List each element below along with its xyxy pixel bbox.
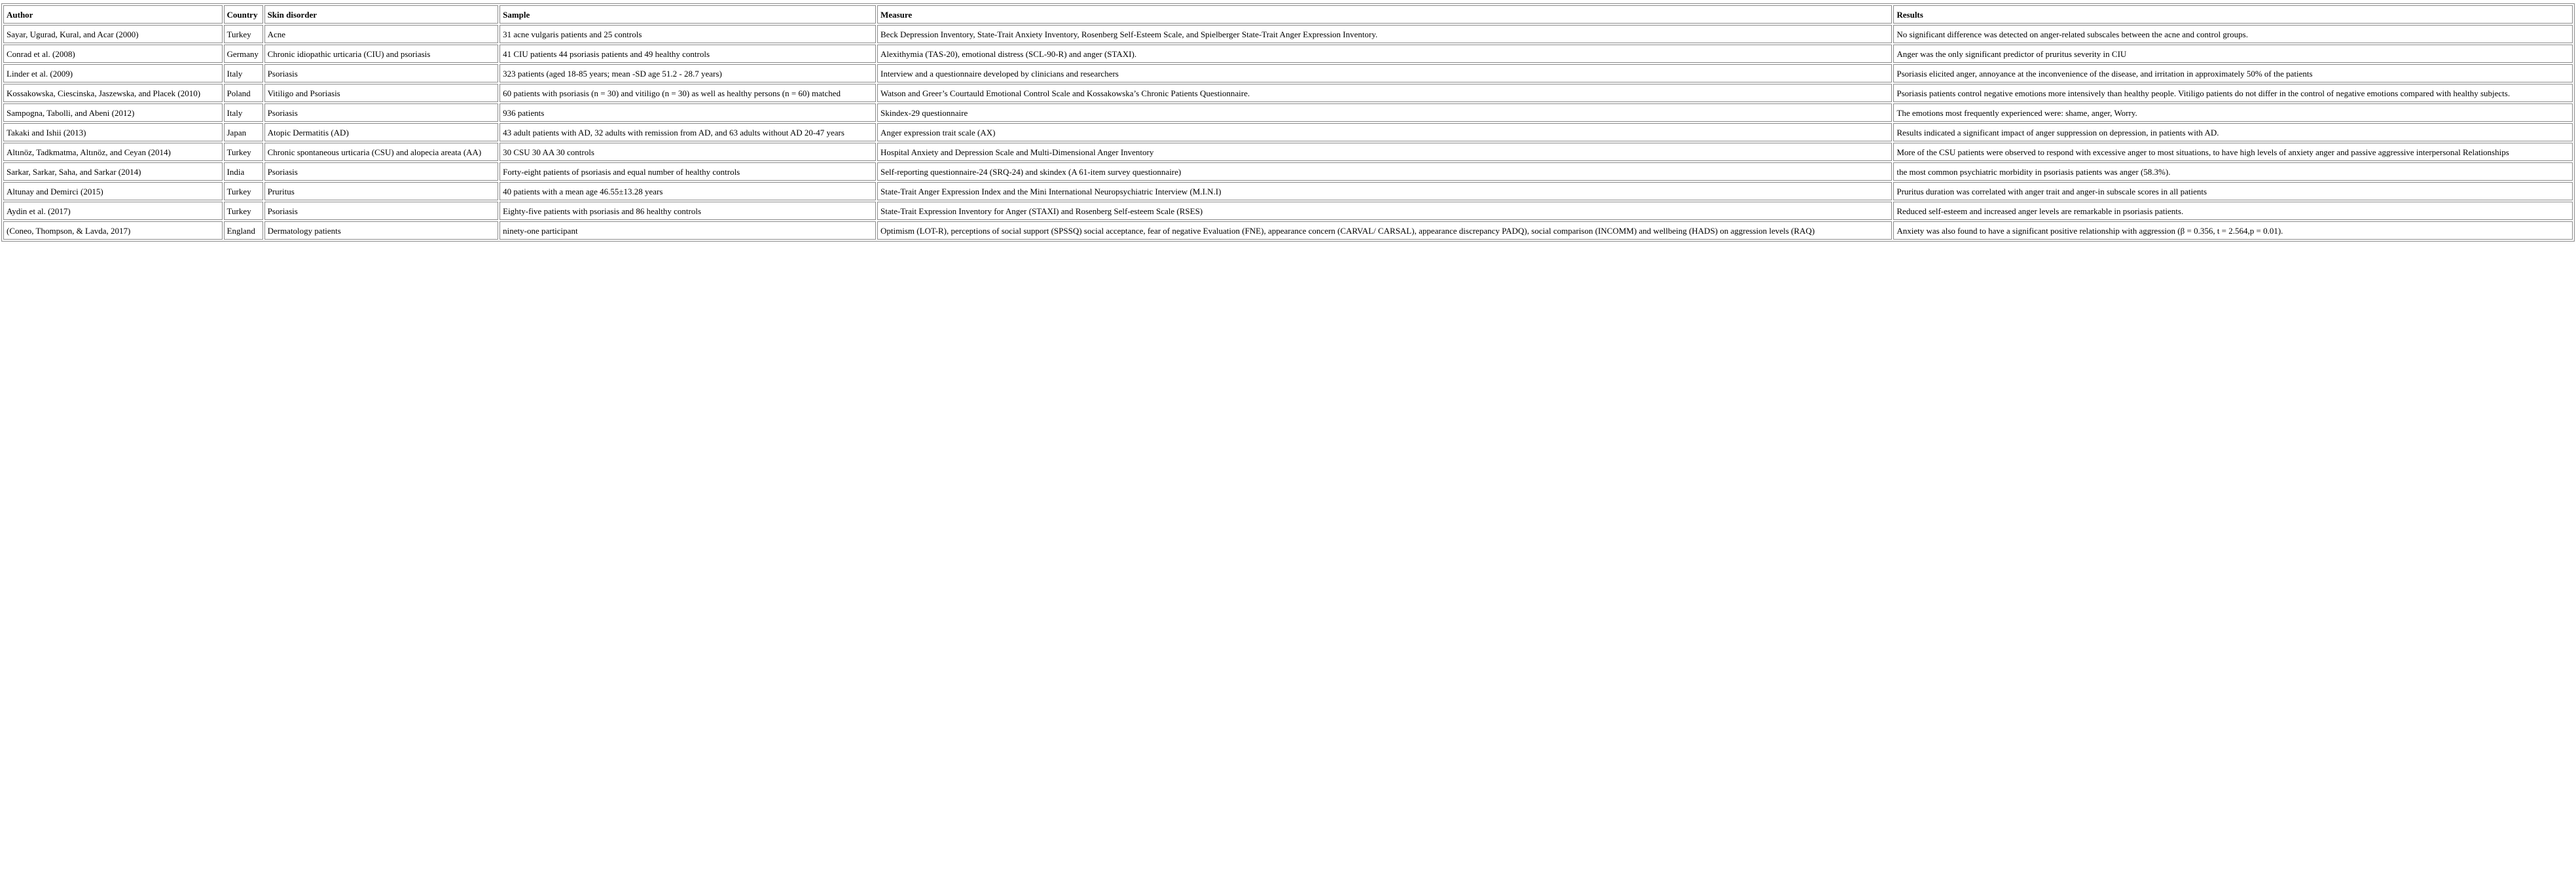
- cell-results: Results indicated a significant impact of anger suppression on depression, in patients with AD.: [1893, 123, 2573, 141]
- cell-skin-disorder: Acne: [264, 25, 499, 43]
- cell-skin-disorder: Atopic Dermatitis (AD): [264, 123, 499, 141]
- cell-author: (Coneo, Thompson, & Lavda, 2017): [3, 221, 223, 240]
- cell-sample: Eighty-five patients with psoriasis and 86 healthy controls: [499, 202, 876, 220]
- data-table: [1, 3, 2575, 242]
- cell-country: Germany: [224, 45, 263, 63]
- cell-country: Italy: [224, 103, 263, 122]
- table-row: [3, 45, 2573, 63]
- cell-country: Turkey: [224, 202, 263, 220]
- cell-skin-disorder: Dermatology patients: [264, 221, 499, 240]
- cell-country: England: [224, 221, 263, 240]
- cell-author: Conrad et al. (2008): [3, 45, 223, 63]
- cell-measure: Alexithymia (TAS-20), emotional distress (SCL-90-R) and anger (STAXI).: [877, 45, 1892, 63]
- cell-author: Takaki and Ishii (2013): [3, 123, 223, 141]
- cell-sample: 31 acne vulgaris patients and 25 controls: [499, 25, 876, 43]
- cell-sample: 936 patients: [499, 103, 876, 122]
- cell-author: Kossakowska, Ciescinska, Jaszewska, and Placek (2010): [3, 84, 223, 102]
- cell-measure: Skindex-29 questionnaire: [877, 103, 1892, 122]
- cell-measure: Optimism (LOT-R), perceptions of social support (SPSSQ) social acceptance, fear of negative Evaluation (FNE), appearance concern (CARVAL/ CARSAL), appearance discrepancy PADQ), social comparison (INCOMM) and wellbeing (HADS) on aggression levels (RAQ): [877, 221, 1892, 240]
- data-table-container: [1, 3, 2575, 242]
- cell-skin-disorder: Psoriasis: [264, 162, 499, 181]
- cell-author: Altınöz, Tadkmatma, Altınöz, and Ceyan (2014): [3, 143, 223, 161]
- table-row: [3, 84, 2573, 102]
- cell-measure: Hospital Anxiety and Depression Scale and Multi-Dimensional Anger Inventory: [877, 143, 1892, 161]
- cell-author: Aydin et al. (2017): [3, 202, 223, 220]
- cell-author: Sarkar, Sarkar, Saha, and Sarkar (2014): [3, 162, 223, 181]
- cell-measure: Watson and Greer’s Courtauld Emotional Control Scale and Kossakowska’s Chronic Patients Questionnaire.: [877, 84, 1892, 102]
- cell-skin-disorder: Psoriasis: [264, 202, 499, 220]
- table-row: [3, 143, 2573, 161]
- table-row: [3, 123, 2573, 141]
- cell-skin-disorder: Psoriasis: [264, 64, 499, 82]
- cell-results: Reduced self-esteem and increased anger levels are remarkable in psoriasis patients.: [1893, 202, 2573, 220]
- table-row: [3, 162, 2573, 181]
- cell-results: No significant difference was detected on anger-related subscales between the acne and control groups.: [1893, 25, 2573, 43]
- cell-sample: 30 CSU 30 AA 30 controls: [499, 143, 876, 161]
- cell-sample: 43 adult patients with AD, 32 adults with remission from AD, and 63 adults without AD 20-47 years: [499, 123, 876, 141]
- table-row: [3, 103, 2573, 122]
- cell-sample: 41 CIU patients 44 psoriasis patients and 49 healthy controls: [499, 45, 876, 63]
- cell-results: Pruritus duration was correlated with anger trait and anger-in subscale scores in all patients: [1893, 182, 2573, 200]
- cell-skin-disorder: Vitiligo and Psoriasis: [264, 84, 499, 102]
- cell-country: Poland: [224, 84, 263, 102]
- header-skin-disorder: Skin disorder: [264, 5, 499, 24]
- table-header-row: [3, 5, 2573, 24]
- cell-results: Psoriasis elicited anger, annoyance at the inconvenience of the disease, and irritation in approximately 50% of the patients: [1893, 64, 2573, 82]
- cell-country: India: [224, 162, 263, 181]
- table-row: [3, 182, 2573, 200]
- cell-country: Turkey: [224, 182, 263, 200]
- header-results: Results: [1893, 5, 2573, 24]
- cell-skin-disorder: Chronic spontaneous urticaria (CSU) and alopecia areata (AA): [264, 143, 499, 161]
- cell-sample: Forty-eight patients of psoriasis and equal number of healthy controls: [499, 162, 876, 181]
- cell-results: the most common psychiatric morbidity in psoriasis patients was anger (58.3%).: [1893, 162, 2573, 181]
- cell-author: Linder et al. (2009): [3, 64, 223, 82]
- cell-measure: Self-reporting questionnaire-24 (SRQ-24) and skindex (A 61-item survey questionnaire): [877, 162, 1892, 181]
- cell-skin-disorder: Psoriasis: [264, 103, 499, 122]
- cell-sample: 323 patients (aged 18-85 years; mean ‑SD age 51.2 ‑ 28.7 years): [499, 64, 876, 82]
- cell-measure: Beck Depression Inventory, State-Trait Anxiety Inventory, Rosenberg Self-Esteem Scale, and Spielberger State-Trait Anger Expression Inventory.: [877, 25, 1892, 43]
- table-row: [3, 221, 2573, 240]
- cell-country: Turkey: [224, 25, 263, 43]
- cell-measure: State-Trait Expression Inventory for Anger (STAXI) and Rosenberg Self-esteem Scale (RSES): [877, 202, 1892, 220]
- cell-author: Sayar, Ugurad, Kural, and Acar (2000): [3, 25, 223, 43]
- table-row: [3, 25, 2573, 43]
- cell-skin-disorder: Chronic idiopathic urticaria (CIU) and psoriasis: [264, 45, 499, 63]
- cell-sample: 40 patients with a mean age 46.55±13.28 years: [499, 182, 876, 200]
- cell-results: Psoriasis patients control negative emotions more intensively than healthy people. Vitiligo patients do not differ in the control of negative emotions compared with healthy subjects.: [1893, 84, 2573, 102]
- cell-measure: State-Trait Anger Expression Index and the Mini International Neuropsychiatric Interview (M.I.N.I): [877, 182, 1892, 200]
- cell-results: Anger was the only significant predictor of pruritus severity in CIU: [1893, 45, 2573, 63]
- header-country: Country: [224, 5, 263, 24]
- cell-author: Altunay and Demirci (2015): [3, 182, 223, 200]
- cell-measure: Anger expression trait scale (AX): [877, 123, 1892, 141]
- cell-sample: ninety-one participant: [499, 221, 876, 240]
- cell-results: More of the CSU patients were observed to respond with excessive anger to most situations, to have high levels of anxiety anger and passive aggressive interpersonal Relationships: [1893, 143, 2573, 161]
- header-author: Author: [3, 5, 223, 24]
- table-row: [3, 202, 2573, 220]
- cell-country: Turkey: [224, 143, 263, 161]
- header-sample: Sample: [499, 5, 876, 24]
- cell-results: The emotions most frequently experienced were: shame, anger, Worry.: [1893, 103, 2573, 122]
- cell-country: Japan: [224, 123, 263, 141]
- cell-skin-disorder: Pruritus: [264, 182, 499, 200]
- cell-country: Italy: [224, 64, 263, 82]
- header-measure: Measure: [877, 5, 1892, 24]
- cell-measure: Interview and a questionnaire developed by clinicians and researchers: [877, 64, 1892, 82]
- table-row: [3, 64, 2573, 82]
- cell-sample: 60 patients with psoriasis (n = 30) and vitiligo (n = 30) as well as healthy persons (n = 60) matched: [499, 84, 876, 102]
- cell-results: Anxiety was also found to have a significant positive relationship with aggression (β = 0.356, t = 2.564,p = 0.01).: [1893, 221, 2573, 240]
- cell-author: Sampogna, Tabolli, and Abeni (2012): [3, 103, 223, 122]
